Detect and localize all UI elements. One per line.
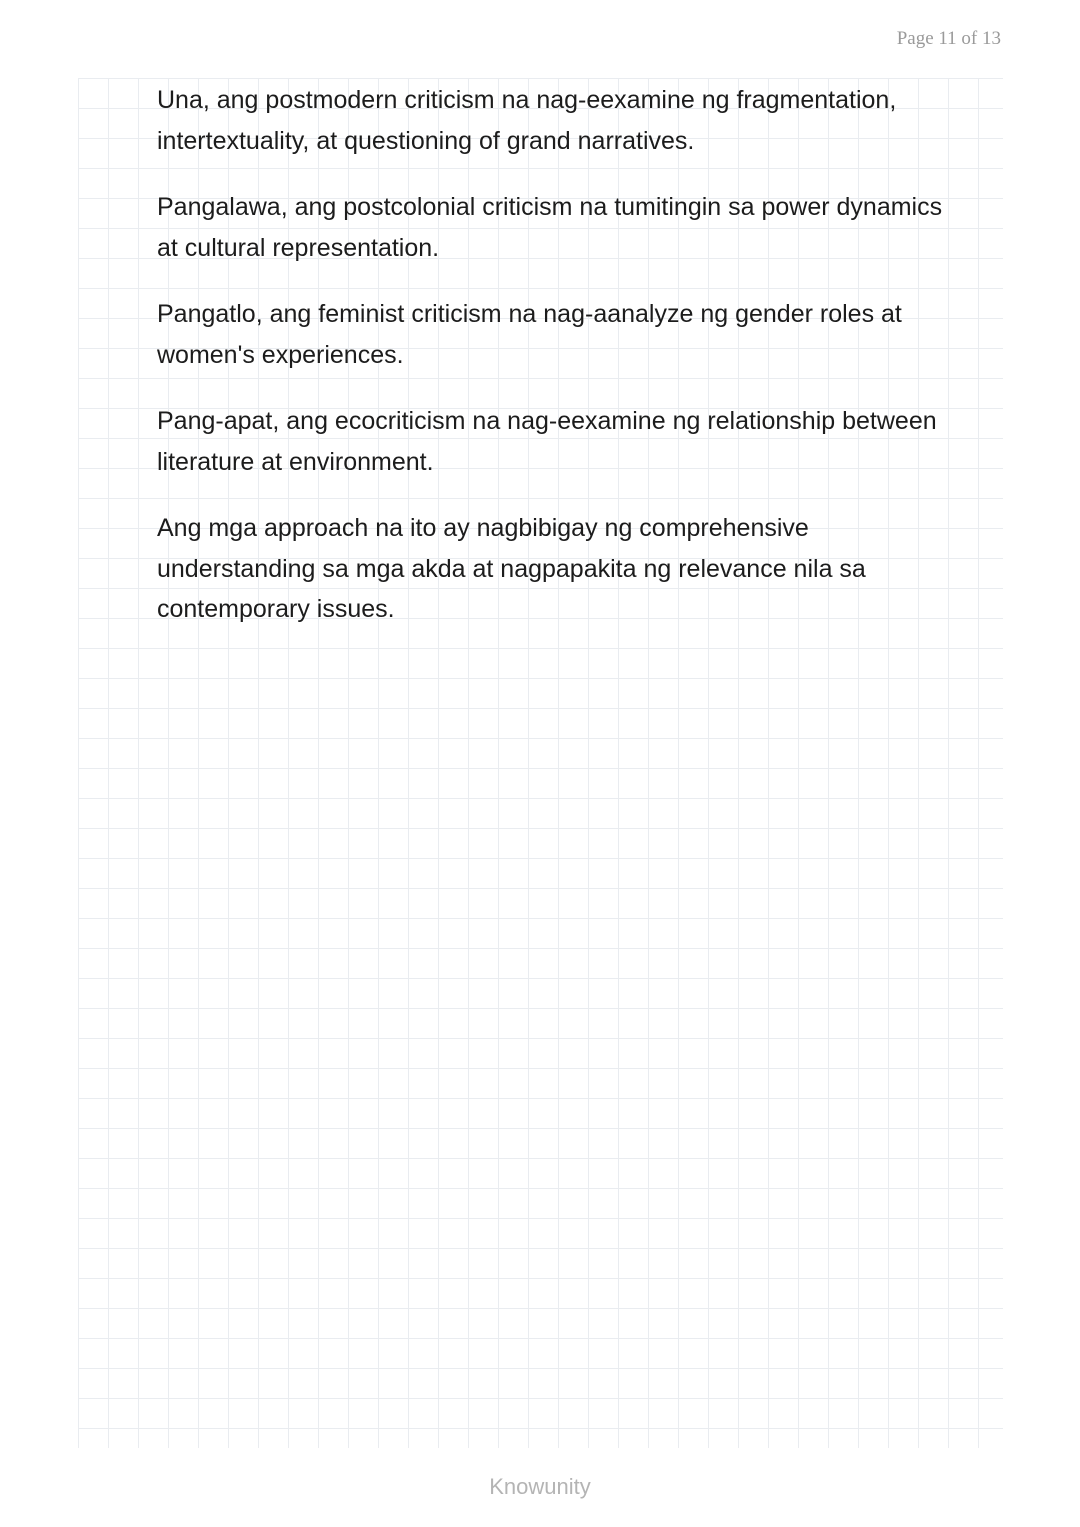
document-body — [157, 80, 957, 656]
paragraph-feminist: Pangatlo, ang feminist criticism na nag-aanalyze ng gender roles at women's experiences. — [157, 300, 902, 369]
footer-brand-logo: Knowunity — [489, 1474, 591, 1499]
page-number: Page 11 of 13 — [896, 28, 1001, 49]
paragraph-postmodern: Una, ang postmodern criticism na nag-eexamine ng fragmentation, intertextuality, at questioning of grand narratives. — [157, 86, 897, 155]
paragraph-conclusion: Ang mga approach na ito ay nagbibigay ng comprehensive understanding sa mga akda at nagpapakita ng relevance nila sa contemporary issues. — [157, 514, 866, 623]
paragraph-postcolonial: Pangalawa, ang postcolonial criticism na tumitingin sa power dynamics at cultural representation. — [157, 193, 943, 262]
paragraph-ecocriticism: Pang-apat, ang ecocriticism na nag-eexamine ng relationship between literature at environment. — [157, 407, 937, 476]
